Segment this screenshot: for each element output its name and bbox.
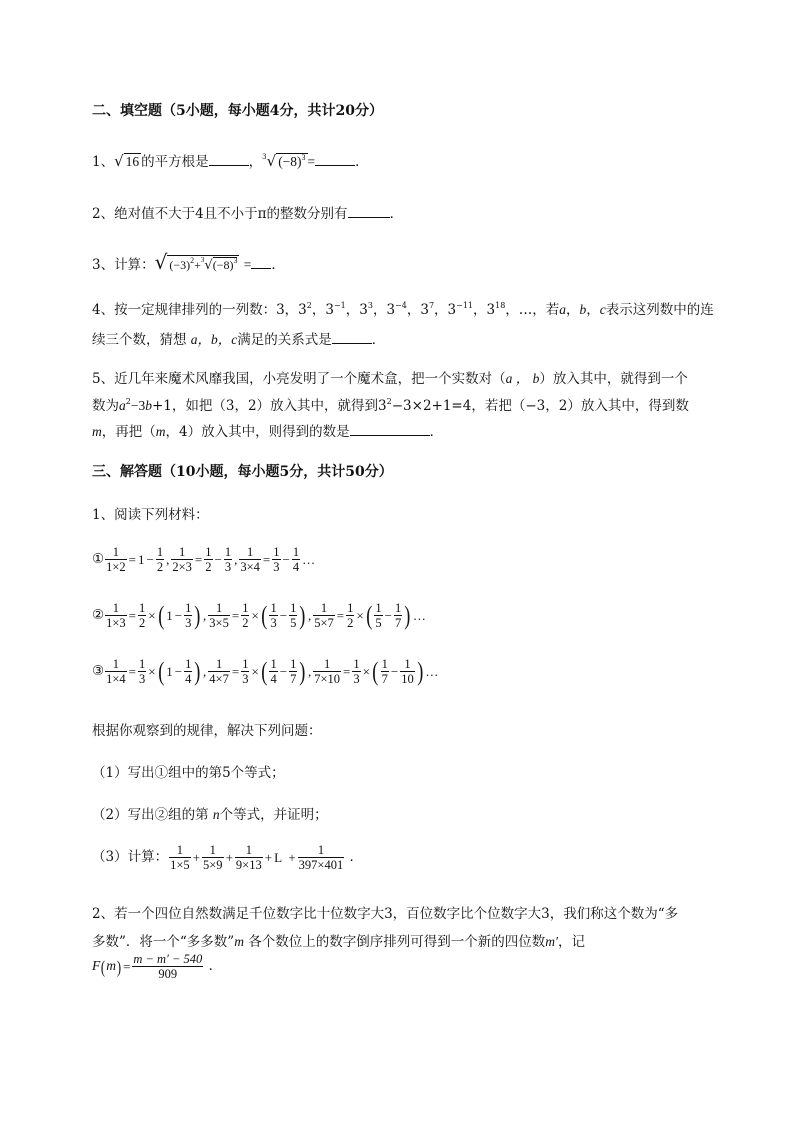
sqrt-sign: √ <box>114 152 124 170</box>
material-row-3: ③ $\frac{1}{1\times 4}$ = $\frac{1}{3}$ ×( 1 − $\frac{1}{4}$ ) , $\frac{1}{4\times 7}$ = $\frac{1}{3}$ ×( $\frac{1}{4}$ − $\frac{1}{7}$ ) , $\frac{1}{7\times 10}$ = $\frac{1}{3}$ ×( $\frac{1}{7}$ − $\frac{1}{10}$ ) … <box>92 656 439 686</box>
answer-blank[interactable] <box>315 155 355 166</box>
question-3-1-intro: 1、阅读下列材料： <box>92 507 209 523</box>
answer-blank[interactable] <box>350 425 430 436</box>
material-row-2: ② $\frac{1}{1\times 3}$ = $\frac{1}{2}$ ×( 1 − $\frac{1}{3}$ ) , $\frac{1}{3\times 5}$ = $\frac{1}{2}$ ×( $\frac{1}{3}$ − $\frac{1}{5}$ ) , $\frac{1}{5\times 7}$ = $\frac{1}{2}$ ×( $\frac{1}{5}$ − $\frac{1}{7}$ ) … <box>92 600 426 630</box>
rule-text: 根据你观察到的规律，解决下列问题： <box>92 723 322 739</box>
answer-blank[interactable] <box>209 155 249 166</box>
question-3-2-line2: 多数”．将一个“多多数”m 各个数位上的数字倒序排列可得到一个新的四位数m′，记 <box>92 934 585 950</box>
answer-blank[interactable] <box>251 258 271 269</box>
question-2-4-line1: 4、按一定规律排列的一列数：3，$3^2$，$3^{-1}$，$3^3$，$3^{-4}$，$3^7$，$3^{-11}$，$3^{18}$，…，若a，b，c表示这列数中的连 <box>92 301 714 318</box>
question-2-1: 1、√ 16 的平方根是 ，$^3$√ $(-8)^3$ = ． <box>92 152 369 170</box>
question-2-5-line3: m，再把（m，4）放入其中，则得到的数是 ． <box>92 424 444 440</box>
subquestion-2: （2）写出②组的第 n个等式，并证明； <box>92 807 328 823</box>
sqrt-sign: √ <box>154 250 168 274</box>
subquestion-3: （3）计算： $\frac{1}{1\times 5}$ + $\frac{1}{5\times 9}$ + $\frac{1}{9\times 13}$ + L + $\frac{1}{397\times 401}$ ． <box>92 843 364 872</box>
question-2-5-line2: 数为$a^2-3b+1$，如把（3，2）放入其中，就得到$3^2-3\times 2+1=4$，若把（−3，2）放入其中，得到数 <box>92 397 689 414</box>
question-2-3: 3、计算：√ $(-3)^2+^3√(-8)^3$ = ． <box>92 250 285 274</box>
material-row-1: ① $\frac{1}{1\times 2}$ = 1 − $\frac{1}{2}$ , $\frac{1}{2\times 3}$ = $\frac{1}{2}$ − $\frac{1}{3}$ , $\frac{1}{3\times 4}$ = $\frac{1}{3}$ − $\frac{1}{4}$ … <box>92 545 316 574</box>
question-2-2: 2、绝对值不大于4且不小于π的整数分别有 ． <box>92 206 404 222</box>
section-title-fill-blank: 二、填空题（5小题，每小题4分，共计20分） <box>92 103 383 119</box>
section-title-solve: 三、解答题（10小题，每小题5分，共计50分） <box>92 464 393 480</box>
sqrt-arg: 16 <box>125 154 140 169</box>
cbrt-sign: √ <box>204 258 213 273</box>
cbrt-sign: √ <box>266 152 277 170</box>
answer-blank[interactable] <box>332 333 372 344</box>
question-3-2-line1: 2、若一个四位自然数满足千位数字比十位数字大3，百位数字比个位数字大3，我们称这个数为“多 <box>92 906 679 922</box>
question-2-4-line2: 续三个数，猜想 a，b，c满足的关系式是 ． <box>92 332 386 348</box>
answer-blank[interactable] <box>348 207 390 218</box>
subquestion-1: （1）写出①组中的第5个等式； <box>92 765 285 781</box>
question-2-5-line1: 5、近几年来魔术风靡我国，小亮发明了一个魔术盒，把一个实数对（a ， b）放入其中，就得到一个 <box>92 371 688 387</box>
question-3-2-formula: F(m) = $\frac{m - m' - 540}{909}$ ． <box>92 952 223 981</box>
